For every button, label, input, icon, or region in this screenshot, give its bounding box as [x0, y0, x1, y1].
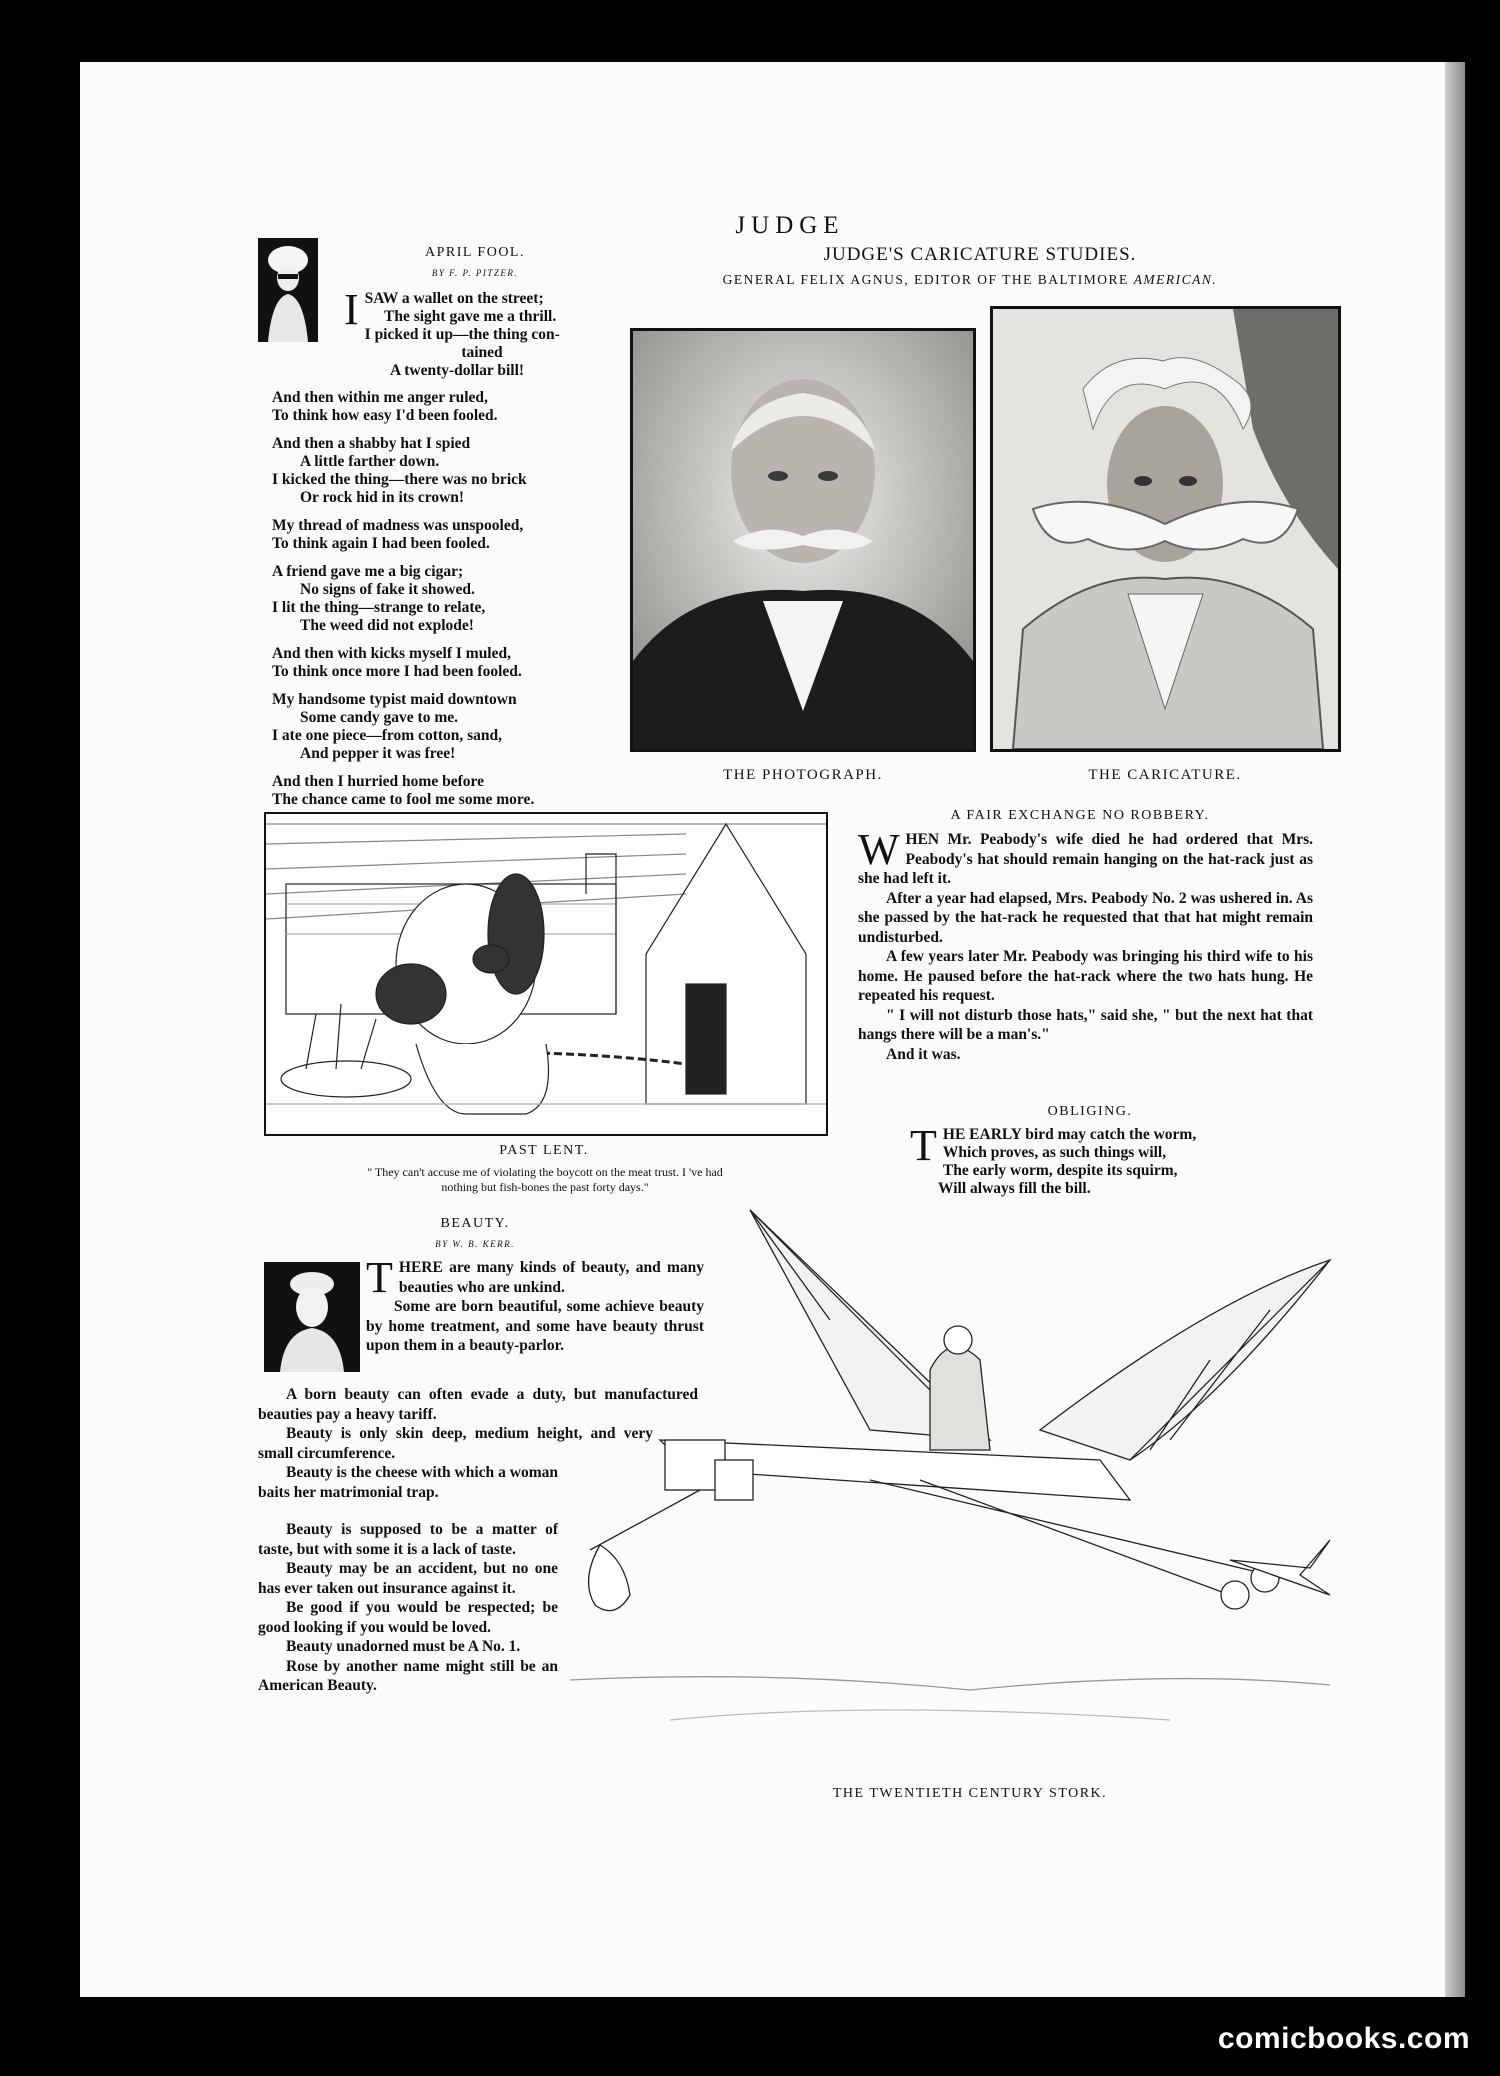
obliging-poem [910, 1121, 1290, 1198]
caricature-title: JUDGE'S CARICATURE STUDIES. [823, 244, 1137, 265]
poem-line: I kicked the thing—there was no brick [272, 471, 527, 488]
april-fool-byline: BY F. P. PITZER. [431, 268, 519, 278]
poem-line: I picked it up—the thing con- [364, 326, 560, 343]
page-edge [1445, 62, 1465, 1997]
poem-line: A twenty-dollar bill! [390, 362, 525, 379]
beauty-vignette [264, 1262, 360, 1372]
fair-exchange-title: A FAIR EXCHANGE NO ROBBERY. [950, 808, 1210, 823]
past-lent-title: PAST LENT. [499, 1143, 589, 1158]
beauty-paragraph: Rose by another name might still be an American Beauty. [258, 1657, 558, 1694]
poem-line: To think how easy I'd been fooled. [272, 407, 498, 424]
april-fool-vignette [258, 238, 318, 342]
poem-stanza [272, 691, 612, 763]
april-fool-title: APRIL FOOL. [425, 245, 525, 260]
beauty-title: BEAUTY. [440, 1216, 510, 1231]
poem-line: A little farther down. [300, 453, 440, 470]
beauty-paragraph: Beauty unadorned must be A No. 1. [286, 1638, 521, 1655]
obliging-title: OBLIGING. [1047, 1104, 1133, 1119]
photograph-portrait [630, 328, 976, 752]
caricature-subtitle-text: GENERAL FELIX AGNUS, EDITOR OF THE BALTIMORE [722, 272, 1129, 287]
beauty-byline: BY W. B. KERR. [435, 1239, 515, 1249]
masthead: JUDGE [735, 212, 845, 239]
past-lent-cartoon [264, 812, 828, 1136]
poem-stanza [272, 645, 612, 681]
obliging-dropcap: T [910, 1121, 937, 1170]
poem-line: Or rock hid in its crown! [300, 489, 465, 506]
poem-line: And then within me anger ruled, [272, 389, 488, 406]
beauty-text-bottom [258, 1520, 558, 1696]
poem-line: My thread of madness was unspooled, [272, 517, 524, 534]
poem-line: To think once more I had been fooled. [272, 663, 522, 680]
poem-line: Which proves, as such things will, [942, 1144, 1167, 1161]
poem-line: No signs of fake it showed. [300, 581, 475, 598]
beauty-paragraph: Beauty is only skin deep, medium height, and very small circumference. [258, 1425, 653, 1462]
beauty-paragraph: Some are born beautiful, some achieve beauty by home treatment, and some have beauty thrust upon them in a beauty-parlor. [366, 1298, 704, 1354]
caricature-caption: THE CARICATURE. [1088, 767, 1242, 783]
stork-caption: THE TWENTIETH CENTURY STORK. [832, 1786, 1108, 1801]
poem-line: The early worm, despite its squirm, [942, 1162, 1178, 1179]
poem-line: And pepper it was free! [300, 745, 456, 762]
poem-line: And then I hurried home before [272, 773, 484, 790]
past-lent-quote-line: " They can't accuse me of violating the boycott on the meat trust. I 've had [367, 1165, 723, 1179]
watermark-brand: comicbooks.com [1217, 2022, 1470, 2055]
fair-exchange-text [858, 825, 1313, 1064]
poem-line: Some candy gave to me. [300, 709, 458, 726]
beauty-paragraph: Be good if you would be respected; be good looking if you would be loved. [258, 1599, 558, 1636]
fair-exchange-paragraph: And it was. [886, 1045, 961, 1063]
fair-exchange-paragraph: After a year had elapsed, Mrs. Peabody No. 2 was ushered in. As she passed by the hat-rack he requested that that hat might remain undisturbed. [858, 889, 1313, 946]
poem-line: Will always fill the bill. [938, 1180, 1091, 1197]
april-fool-intro [344, 285, 602, 380]
stork-illustration [570, 1200, 1350, 1780]
fair-exchange-paragraph [858, 825, 1313, 889]
poem-stanza [272, 389, 612, 425]
photograph-caption: THE PHOTOGRAPH. [723, 767, 883, 783]
poem-stanza [272, 435, 612, 507]
beauty-paragraph: Beauty is supposed to be a matter of taste, but with some it is a lack of taste. [258, 1521, 558, 1558]
poem-line: HE EARLY bird may catch the worm, [942, 1126, 1197, 1143]
poem-stanza [272, 773, 612, 809]
poem-line: To think again I had been fooled. [272, 535, 490, 552]
poem-line: The weed did not explode! [300, 617, 474, 634]
poem-line: I lit the thing—strange to relate, [272, 599, 486, 616]
poem-line: tained [461, 344, 503, 361]
poem-line: The sight gave me a thrill. [384, 308, 557, 325]
poem-stanza [272, 517, 612, 553]
poem-line: I ate one piece—from cotton, sand, [272, 727, 503, 744]
poem-line: And then a shabby hat I spied [272, 435, 471, 452]
paragraph-text: HEN Mr. Peabody's wife died he had ordered that Mrs. Peabody's hat should remain hanging on the hat-rack just as she had left it. [858, 831, 1313, 887]
paragraph-text: HERE are many kinds of beauty, and many beauties who are unkind. [398, 1259, 704, 1296]
caricature-subtitle [640, 272, 1300, 288]
poem-line: A friend gave me a big cigar; [272, 563, 464, 580]
beauty-paragraph: A born beauty can often evade a duty, but manufactured beauties pay a heavy tariff. [258, 1386, 698, 1423]
caricature-portrait [990, 306, 1341, 752]
beauty-dropcap: T [366, 1253, 393, 1302]
past-lent-quote [230, 1165, 860, 1195]
poem-line: My handsome typist maid downtown [272, 691, 517, 708]
poem-line: SAW a wallet on the street; [364, 290, 544, 307]
april-fool-dropcap: I [344, 285, 359, 334]
fair-exchange-paragraph: " I will not disturb those hats," said she, " but the next hat that hangs there will be a man's." [858, 1006, 1313, 1043]
fair-exchange-dropcap: W [858, 825, 900, 874]
beauty-paragraph: Beauty is the cheese with which a woman baits her matrimonial trap. [258, 1464, 558, 1501]
april-fool-stanzas [272, 389, 612, 819]
past-lent-quote-line: nothing but fish-bones the past forty days." [441, 1180, 649, 1194]
poem-stanza [272, 563, 612, 635]
fair-exchange-paragraph: A few years later Mr. Peabody was bringing his third wife to his home. He paused before the hat-rack where the two hats hung. He repeated his request. [858, 948, 1313, 1004]
poem-line: The chance came to fool me some more. [272, 791, 535, 808]
caricature-subtitle-italic: AMERICAN. [1133, 272, 1218, 287]
beauty-paragraph: Beauty may be an accident, but no one has ever taken out insurance against it. [258, 1560, 558, 1597]
poem-line: And then with kicks myself I muled, [272, 645, 511, 662]
